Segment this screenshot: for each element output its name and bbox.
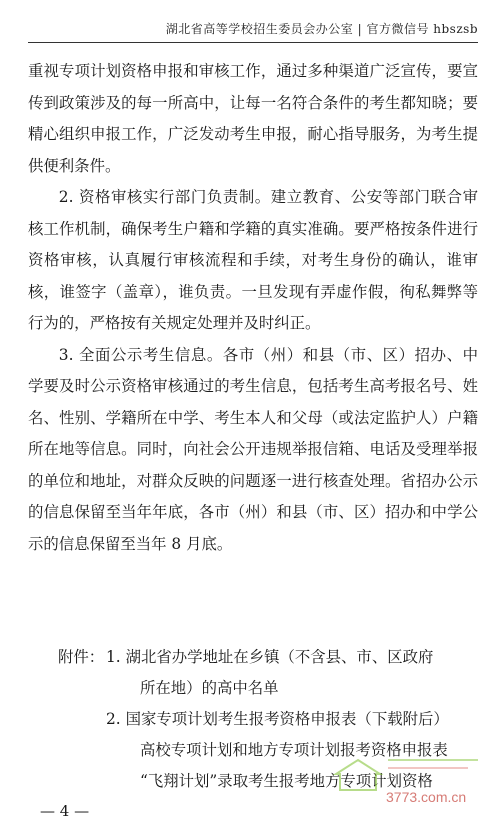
page-number: — 4 — xyxy=(40,802,90,820)
watermark-text: 3773.com.cn xyxy=(386,789,467,805)
page-header: 湖北省高等学校招生委员会办公室 | 官方微信号 hbszsb xyxy=(165,22,478,36)
attachments-label: 附件： xyxy=(58,648,105,666)
attachment-2-line-1: 2. 国家专项计划考生报考资格申报表（下载附后） xyxy=(106,710,449,728)
paragraph-1: 重视专项计划资格申报和审核工作，通过多种渠道广泛宣传，要宣传到政策涉及的每一所高中，让每一名符合条件的考生都知晓；要精心组织申报工作，广泛发动考生申报，耐心指导服务，为考生提供便利条件。 xyxy=(28,62,478,175)
paragraph-2: 2. 资格审核实行部门负责制。建立教育、公安等部门联合审核工作机制，确保考生户籍和学籍的真实准确。要严格按条件进行资格审核，认真履行审核流程和手续，对考生身份的确认，谁审核，谁签字（盖章），谁负责。一旦发现有弄虚作假，徇私舞弊等行为的，严格按有关规定处理并及时纠正。 xyxy=(28,188,478,332)
paragraph-3: 3. 全面公示考生信息。各市（州）和县（市、区）招办、中学要及时公示资格审核通过的考生信息，包括考生高考报名号、姓名、性别、学籍所在中学、考生本人和父母（或法定监护人）户籍所在地等信息。同时，向社会公开违规举报信箱、电话及受理举报的单位和地址，对群众反映的问题逐一进行核查处理。省招办公示的信息保留至当年年底，各市（州）和县（市、区）招办和中学公示的信息保留至当年 8 月底。 xyxy=(28,345,478,553)
attachment-1-line-2: 所在地）的高中名单 xyxy=(140,679,279,697)
attachment-2-line-3: “飞翔计划”录取考生报考地方专项计划资格 xyxy=(140,772,433,790)
site-watermark xyxy=(328,752,488,808)
attachment-1-line-1: 1. 湖北省办学地址在乡镇（不含县、市、区政府 xyxy=(106,648,434,666)
house-logo-icon xyxy=(328,752,488,808)
attachment-2-line-2: 高校专项计划和地方专项计划报考资格申报表 xyxy=(140,741,448,759)
attachments-list xyxy=(106,642,478,704)
body-text xyxy=(28,56,478,560)
header-divider xyxy=(28,42,478,43)
